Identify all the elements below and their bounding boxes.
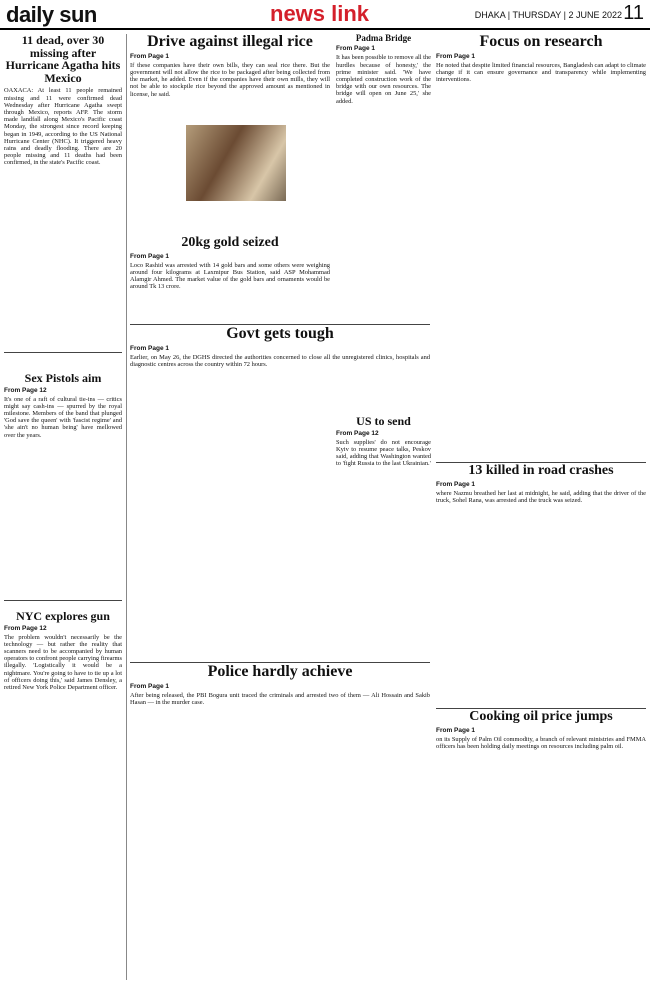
masthead <box>0 0 650 30</box>
article-body: It has been possible to remove all the hurdles because of honesty,' the prime minister said. 'We have completed construction work of the bridge with our own resources. The bridge will open on June 25,' she added. <box>336 54 431 105</box>
article-cooking <box>436 710 646 980</box>
news-photo <box>186 125 286 201</box>
headline: Focus on research <box>479 34 603 50</box>
headline: Sex Pistols aim <box>24 372 102 385</box>
headline: 11 dead, over 30 missing after Hurricane Agatha hits Mexico <box>5 34 121 85</box>
article-body: Loco Rashid was arrested with 14 gold bars and some others were weighing around four kilograms at Laxmipur Bus Station, said ASP Mohammad Alamgir Ahmed. The market value of the gold bars and ornaments would be around Tk 13 crore. <box>130 261 330 291</box>
article-killed <box>436 464 646 684</box>
article-body: It's one of a raft of cultural tie-ins — critics might say cash-ins — spurred by the royal milestone. Members of the band that plunged 'God save the queen' with 'fascist regime' and 'she ain't no human being' have mellowed over the years. <box>4 395 122 439</box>
article-body: OAXACA: At least 11 people remained missing and 11 were confirmed dead Wednesday after Hurricane Agatha swept through Mexico, reports AFP. The storm made landfall along Mexico's Pacific coast Monday, the strongest since record keeping began in 1949, according to the US National Hurricane Center (NHC). It triggered heavy rains and deadly flooding. There are 20 people missing and 11 deaths had been confirmed, in the state's Pacific coast. <box>4 87 122 167</box>
headline: US to send <box>356 415 411 428</box>
article-focus <box>436 34 646 234</box>
article-us <box>336 415 431 660</box>
page-ref: From Page 1 <box>336 45 376 53</box>
headline: Cooking oil price jumps <box>469 710 613 724</box>
article-padma <box>336 34 431 234</box>
article-body: Such supplies' do not encourage Kyiv to resume peace talks, Peskov said, adding that Washington wanted to 'fight Russia to the last Ukrainian.' <box>336 438 431 468</box>
dateline: DHAKA | THURSDAY | 2 JUNE 2022 <box>474 10 622 20</box>
page-ref: From Page 1 <box>130 682 170 690</box>
page-ref: From Page 1 <box>436 52 476 60</box>
article-police <box>130 664 430 814</box>
newspaper-logo: daily sun <box>6 2 97 27</box>
page-ref: From Page 1 <box>436 726 476 734</box>
article-body: where Nazmu breathed her last at midnight, he said, adding that the driver of the truck, Sohel Rana, was arrested and the truck was seized. <box>436 489 646 504</box>
headline: NYC explores gun <box>16 610 110 623</box>
article-sex-pistols <box>4 372 122 597</box>
headline: 13 killed in road crashes <box>468 464 614 478</box>
section-title: news link <box>270 1 370 26</box>
article-hurricane <box>4 34 122 234</box>
page-ref: From Page 1 <box>436 480 476 488</box>
page-ref: From Page 12 <box>336 429 379 437</box>
article-body: The problem wouldn't necessarily be the technology — but rather the reality that scanners need to be accompanied by human operators to confront people carrying firearms illegally. 'Logistically it would be a nightmare. You're going to have to tie up a lot of officers doing this,' said James Densley, a retired New York Police Department officer. <box>4 633 122 692</box>
headline: 20kg gold seized <box>181 236 279 250</box>
page-number: 11 <box>623 2 644 24</box>
article-body: After being released, the PBI Bogura unit traced the criminals and arrested two of them — Ali Hossain and Sakib Hasan — in the murder case. <box>130 691 430 706</box>
article-body: He noted that despite limited financial resources, Bangladesh can adapt to climate change if it can ensure governance and transparency while implementing interventions. <box>436 61 646 84</box>
article-body: If these companies have their own bills, they can seal rice there. But the government will not allow the rice to be packaged after being collected from the market, he added. Even if the companies have their own mills, they will not be able to stockpile rice beyond the approved amount as mentioned in license, he said. <box>130 61 330 98</box>
headline: Padma Bridge <box>355 34 412 43</box>
headline: Police hardly achieve <box>207 664 353 680</box>
page-ref: From Page 12 <box>4 386 47 394</box>
article-nyc <box>4 610 122 980</box>
article-body: on its Supply of Palm Oil commodity, a branch of relevant ministries and FMMA officers has been holding daily meetings on resources including palm oil. <box>436 735 646 750</box>
page-ref: From Page 12 <box>4 624 47 632</box>
headline: Drive against illegal rice <box>147 34 313 50</box>
article-gold <box>130 236 330 321</box>
page-ref: From Page 1 <box>130 52 170 60</box>
page-ref: From Page 1 <box>130 344 170 352</box>
headline: Govt gets tough <box>226 326 334 342</box>
article-body: Earlier, on May 26, the DGHS directed the authorities concerned to close all the unregistered clinics, hospitals and diagnostic centres across the country within 72 hours. <box>130 353 430 368</box>
page-ref: From Page 1 <box>130 252 170 260</box>
